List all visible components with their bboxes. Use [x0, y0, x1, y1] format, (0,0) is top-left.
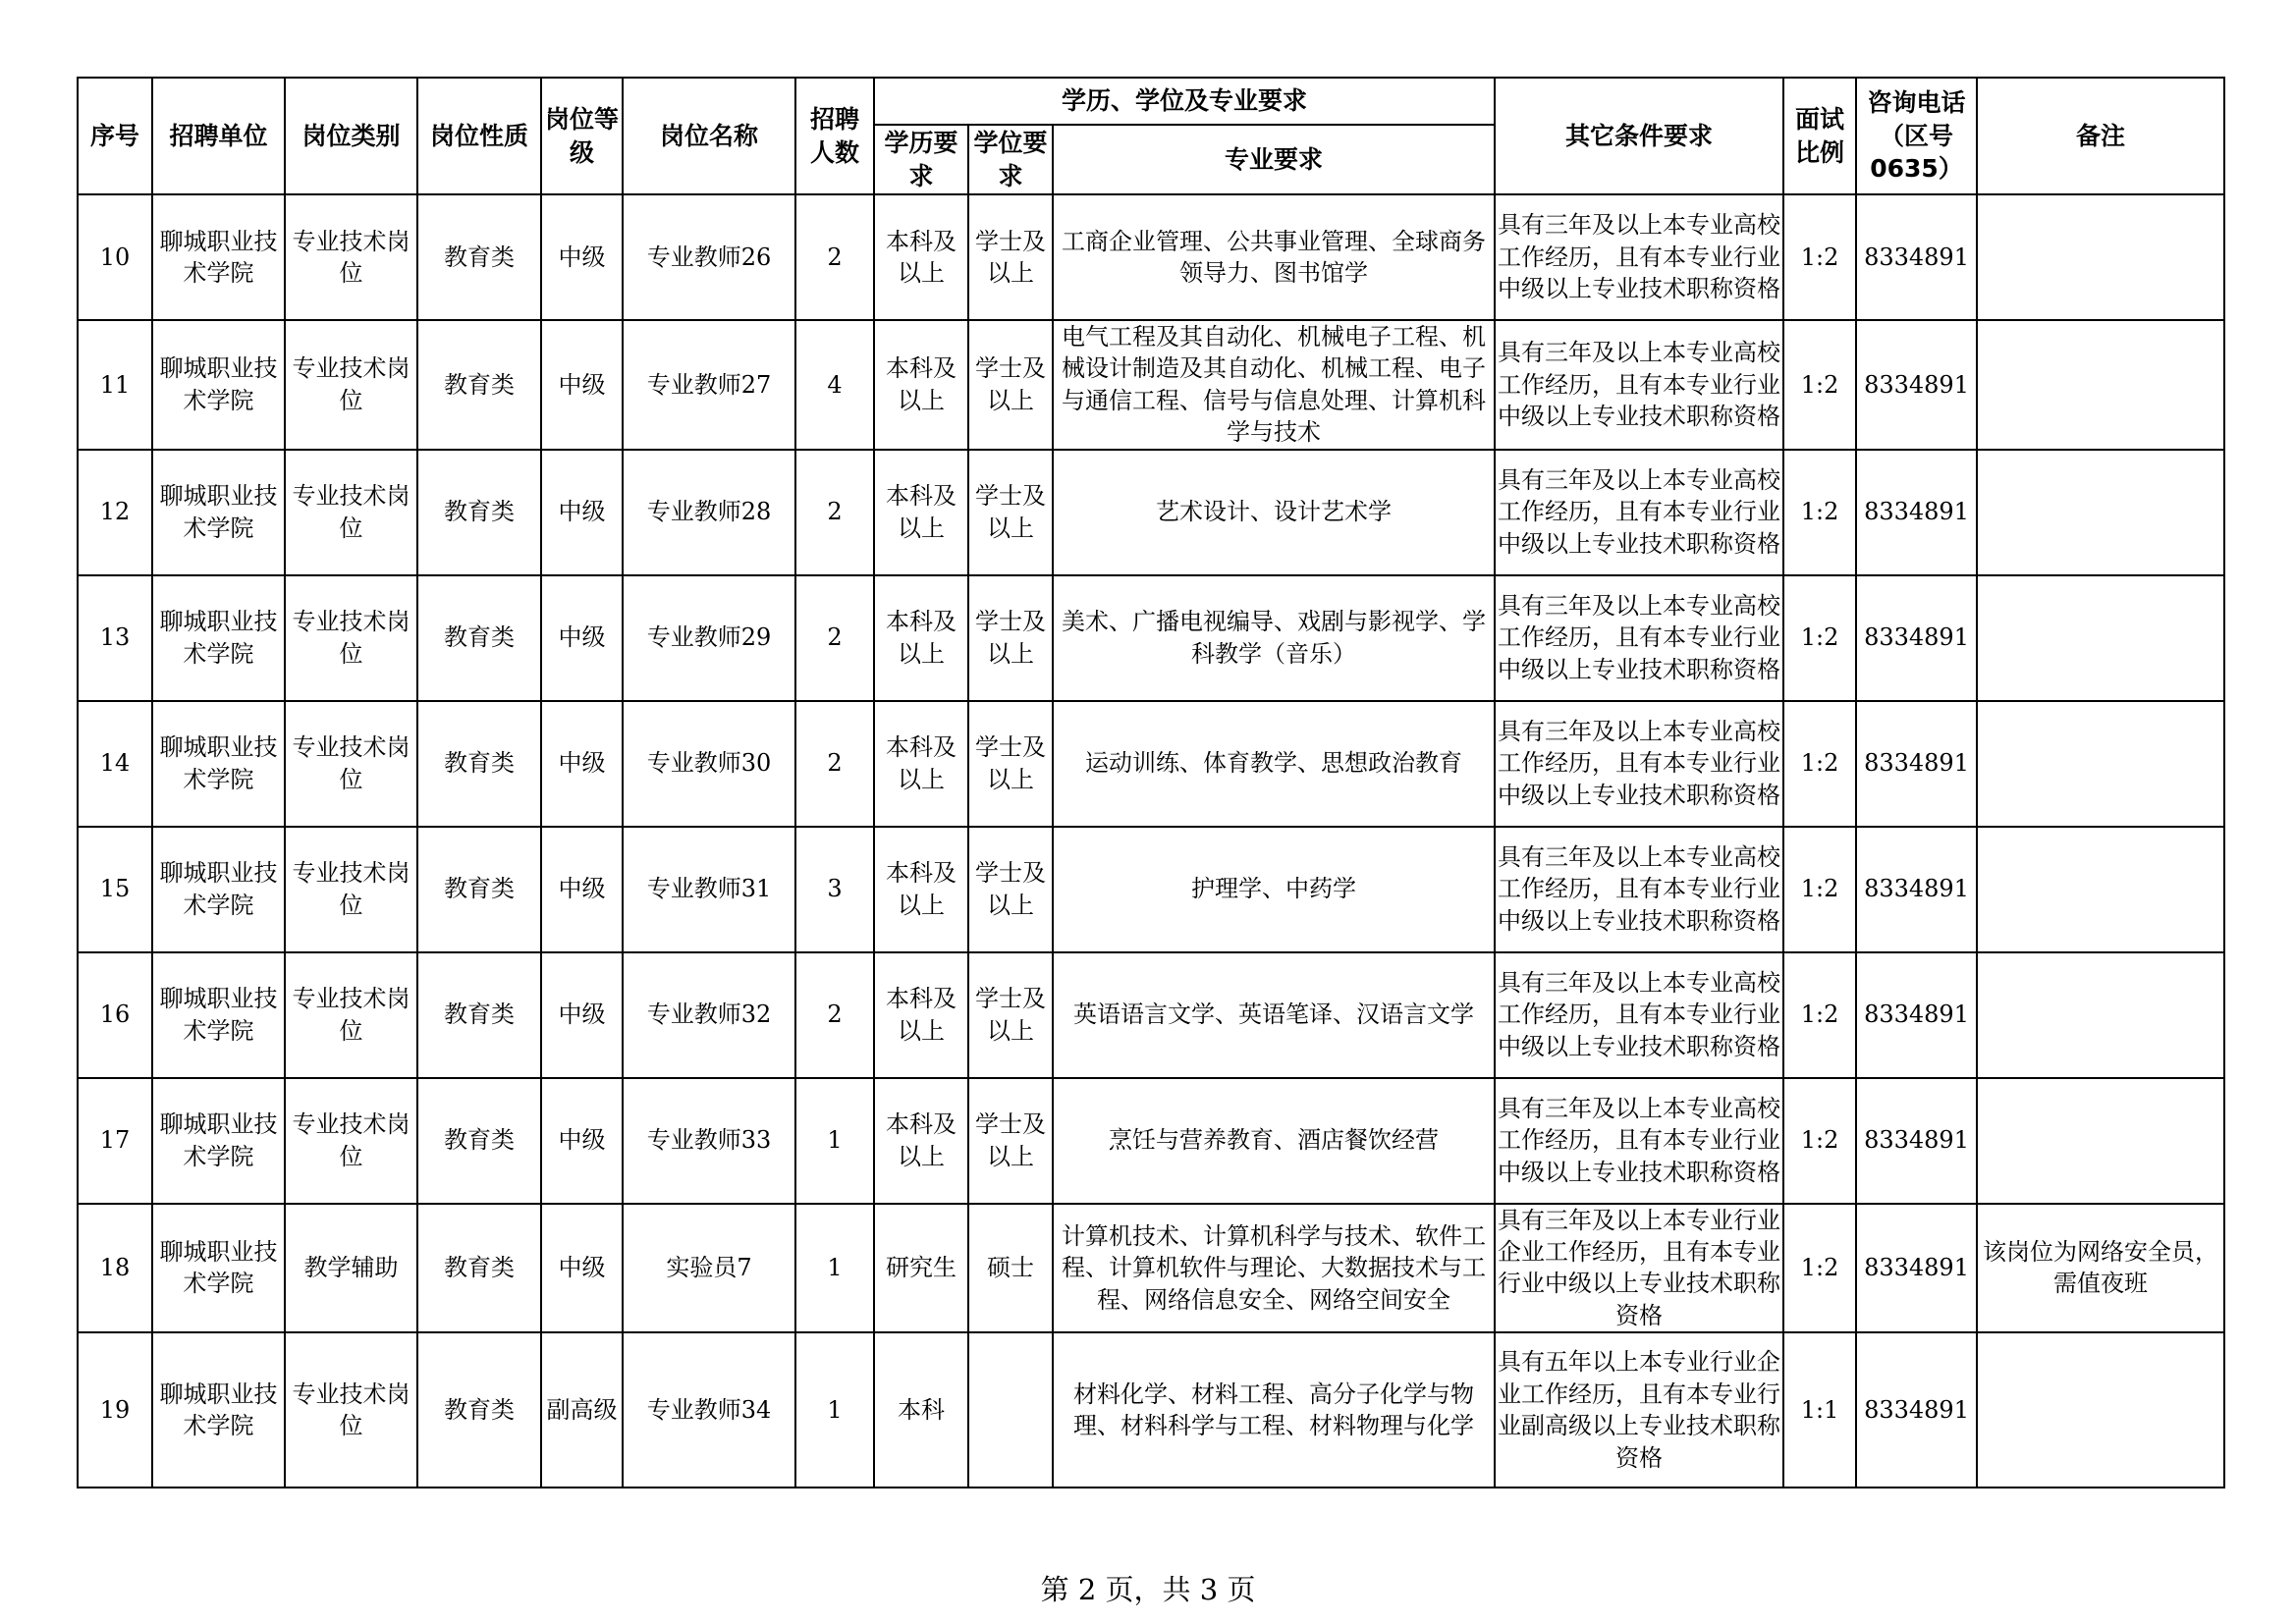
cell-nature: 教育类 — [417, 1332, 541, 1488]
cell-seq: 19 — [78, 1332, 152, 1488]
cell-major: 艺术设计、设计艺术学 — [1053, 450, 1495, 575]
cell-major: 美术、广播电视编导、戏剧与影视学、学科教学（音乐） — [1053, 575, 1495, 701]
cell-other: 具有三年及以上本专业高校工作经历，且有本专业行业中级以上专业技术职称资格 — [1495, 320, 1783, 450]
cell-ratio: 1:2 — [1783, 575, 1856, 701]
cell-note — [1977, 701, 2224, 827]
cell-degree: 学士及以上 — [968, 827, 1053, 952]
header-ratio: 面试比例 — [1783, 78, 1856, 194]
cell-major: 计算机技术、计算机科学与技术、软件工程、计算机软件与理论、大数据技术与工程、网络信息安全、网络空间安全 — [1053, 1204, 1495, 1333]
cell-nature: 教育类 — [417, 194, 541, 320]
cell-edu: 本科及以上 — [874, 701, 968, 827]
cell-name: 专业教师33 — [623, 1078, 795, 1204]
recruitment-table — [77, 77, 2225, 1488]
cell-seq: 18 — [78, 1204, 152, 1333]
cell-level: 中级 — [541, 952, 623, 1078]
cell-phone: 8334891 — [1856, 320, 1977, 450]
cell-edu: 本科及以上 — [874, 827, 968, 952]
cell-level: 副高级 — [541, 1332, 623, 1488]
cell-phone: 8334891 — [1856, 194, 1977, 320]
cell-category: 教学辅助 — [285, 1204, 417, 1333]
cell-edu: 本科及以上 — [874, 450, 968, 575]
cell-note — [1977, 1332, 2224, 1488]
cell-degree: 学士及以上 — [968, 194, 1053, 320]
table-row — [78, 827, 2224, 952]
cell-count: 1 — [795, 1332, 874, 1488]
cell-edu: 本科及以上 — [874, 194, 968, 320]
cell-edu: 本科 — [874, 1332, 968, 1488]
cell-ratio: 1:2 — [1783, 1204, 1856, 1333]
cell-major: 护理学、中药学 — [1053, 827, 1495, 952]
table-row — [78, 952, 2224, 1078]
cell-seq: 11 — [78, 320, 152, 450]
cell-phone: 8334891 — [1856, 701, 1977, 827]
cell-nature: 教育类 — [417, 952, 541, 1078]
cell-edu: 本科及以上 — [874, 952, 968, 1078]
cell-unit: 聊城职业技术学院 — [152, 1332, 285, 1488]
cell-count: 4 — [795, 320, 874, 450]
cell-ratio: 1:2 — [1783, 320, 1856, 450]
cell-edu: 本科及以上 — [874, 575, 968, 701]
cell-unit: 聊城职业技术学院 — [152, 575, 285, 701]
cell-level: 中级 — [541, 194, 623, 320]
cell-other: 具有五年以上本专业行业企业工作经历，且有本专业行业副高级以上专业技术职称资格 — [1495, 1332, 1783, 1488]
header-note: 备注 — [1977, 78, 2224, 194]
cell-level: 中级 — [541, 701, 623, 827]
cell-category: 专业技术岗位 — [285, 952, 417, 1078]
header-category: 岗位类别 — [285, 78, 417, 194]
header-major: 专业要求 — [1053, 125, 1495, 194]
cell-note — [1977, 194, 2224, 320]
cell-unit: 聊城职业技术学院 — [152, 827, 285, 952]
cell-ratio: 1:2 — [1783, 450, 1856, 575]
header-name: 岗位名称 — [623, 78, 795, 194]
cell-category: 专业技术岗位 — [285, 194, 417, 320]
table-row — [78, 1332, 2224, 1488]
table-row — [78, 320, 2224, 450]
cell-name: 专业教师26 — [623, 194, 795, 320]
cell-phone: 8334891 — [1856, 1204, 1977, 1333]
cell-name: 专业教师32 — [623, 952, 795, 1078]
cell-major: 烹饪与营养教育、酒店餐饮经营 — [1053, 1078, 1495, 1204]
cell-phone: 8334891 — [1856, 575, 1977, 701]
cell-level: 中级 — [541, 450, 623, 575]
header-nature: 岗位性质 — [417, 78, 541, 194]
cell-ratio: 1:2 — [1783, 952, 1856, 1078]
cell-seq: 13 — [78, 575, 152, 701]
cell-ratio: 1:1 — [1783, 1332, 1856, 1488]
cell-seq: 17 — [78, 1078, 152, 1204]
cell-count: 2 — [795, 450, 874, 575]
cell-nature: 教育类 — [417, 827, 541, 952]
cell-degree: 学士及以上 — [968, 701, 1053, 827]
cell-name: 专业教师31 — [623, 827, 795, 952]
cell-count: 3 — [795, 827, 874, 952]
cell-ratio: 1:2 — [1783, 1078, 1856, 1204]
cell-degree: 学士及以上 — [968, 575, 1053, 701]
header-other: 其它条件要求 — [1495, 78, 1783, 194]
cell-note: 该岗位为网络安全员，需值夜班 — [1977, 1204, 2224, 1333]
cell-phone: 8334891 — [1856, 1078, 1977, 1204]
cell-seq: 12 — [78, 450, 152, 575]
cell-major: 运动训练、体育教学、思想政治教育 — [1053, 701, 1495, 827]
cell-name: 专业教师30 — [623, 701, 795, 827]
cell-other: 具有三年及以上本专业高校工作经历，且有本专业行业中级以上专业技术职称资格 — [1495, 701, 1783, 827]
cell-degree — [968, 1332, 1053, 1488]
cell-count: 2 — [795, 952, 874, 1078]
cell-other: 具有三年及以上本专业高校工作经历，且有本专业行业中级以上专业技术职称资格 — [1495, 1078, 1783, 1204]
cell-seq: 10 — [78, 194, 152, 320]
cell-name: 专业教师27 — [623, 320, 795, 450]
cell-note — [1977, 575, 2224, 701]
cell-other: 具有三年及以上本专业行业企业工作经历，且有本专业行业中级以上专业技术职称资格 — [1495, 1204, 1783, 1333]
cell-nature: 教育类 — [417, 1078, 541, 1204]
table-row — [78, 450, 2224, 575]
page-footer: 第 2 页，共 3 页 — [1040, 1573, 1256, 1606]
cell-name: 专业教师34 — [623, 1332, 795, 1488]
header-edu: 学历要求 — [874, 125, 968, 194]
cell-other: 具有三年及以上本专业高校工作经历，且有本专业行业中级以上专业技术职称资格 — [1495, 194, 1783, 320]
cell-count: 1 — [795, 1204, 874, 1333]
table-row — [78, 1204, 2224, 1333]
header-unit: 招聘单位 — [152, 78, 285, 194]
cell-other: 具有三年及以上本专业高校工作经历，且有本专业行业中级以上专业技术职称资格 — [1495, 575, 1783, 701]
cell-category: 专业技术岗位 — [285, 1078, 417, 1204]
header-count: 招聘人数 — [795, 78, 874, 194]
header-level: 岗位等级 — [541, 78, 623, 194]
table-row — [78, 194, 2224, 320]
cell-count: 1 — [795, 1078, 874, 1204]
cell-degree: 学士及以上 — [968, 1078, 1053, 1204]
cell-unit: 聊城职业技术学院 — [152, 1204, 285, 1333]
cell-ratio: 1:2 — [1783, 827, 1856, 952]
cell-category: 专业技术岗位 — [285, 827, 417, 952]
cell-other: 具有三年及以上本专业高校工作经历，且有本专业行业中级以上专业技术职称资格 — [1495, 827, 1783, 952]
cell-note — [1977, 952, 2224, 1078]
table-row — [78, 575, 2224, 701]
cell-seq: 14 — [78, 701, 152, 827]
cell-unit: 聊城职业技术学院 — [152, 450, 285, 575]
cell-category: 专业技术岗位 — [285, 701, 417, 827]
cell-level: 中级 — [541, 827, 623, 952]
cell-edu: 本科及以上 — [874, 320, 968, 450]
table-row — [78, 1078, 2224, 1204]
cell-major: 材料化学、材料工程、高分子化学与物理、材料科学与工程、材料物理与化学 — [1053, 1332, 1495, 1488]
cell-note — [1977, 450, 2224, 575]
cell-category: 专业技术岗位 — [285, 575, 417, 701]
header-seq: 序号 — [78, 78, 152, 194]
cell-unit: 聊城职业技术学院 — [152, 194, 285, 320]
cell-phone: 8334891 — [1856, 1332, 1977, 1488]
cell-ratio: 1:2 — [1783, 194, 1856, 320]
cell-phone: 8334891 — [1856, 450, 1977, 575]
cell-edu: 研究生 — [874, 1204, 968, 1333]
cell-level: 中级 — [541, 320, 623, 450]
cell-level: 中级 — [541, 1078, 623, 1204]
cell-ratio: 1:2 — [1783, 701, 1856, 827]
cell-seq: 15 — [78, 827, 152, 952]
cell-unit: 聊城职业技术学院 — [152, 952, 285, 1078]
cell-unit: 聊城职业技术学院 — [152, 1078, 285, 1204]
cell-count: 2 — [795, 194, 874, 320]
cell-nature: 教育类 — [417, 701, 541, 827]
cell-name: 专业教师28 — [623, 450, 795, 575]
cell-unit: 聊城职业技术学院 — [152, 701, 285, 827]
cell-level: 中级 — [541, 575, 623, 701]
header-edu-group: 学历、学位及专业要求 — [874, 78, 1495, 125]
cell-phone: 8334891 — [1856, 952, 1977, 1078]
cell-unit: 聊城职业技术学院 — [152, 320, 285, 450]
cell-count: 2 — [795, 575, 874, 701]
table-row — [78, 701, 2224, 827]
cell-category: 专业技术岗位 — [285, 1332, 417, 1488]
cell-major: 电气工程及其自动化、机械电子工程、机械设计制造及其自动化、机械工程、电子与通信工程、信号与信息处理、计算机科学与技术 — [1053, 320, 1495, 450]
header-phone: 咨询电话（区号0635） — [1856, 78, 1977, 194]
cell-degree: 学士及以上 — [968, 320, 1053, 450]
cell-note — [1977, 320, 2224, 450]
cell-seq: 16 — [78, 952, 152, 1078]
cell-phone: 8334891 — [1856, 827, 1977, 952]
cell-note — [1977, 827, 2224, 952]
cell-level: 中级 — [541, 1204, 623, 1333]
cell-degree: 学士及以上 — [968, 952, 1053, 1078]
header-degree: 学位要求 — [968, 125, 1053, 194]
cell-other: 具有三年及以上本专业高校工作经历，且有本专业行业中级以上专业技术职称资格 — [1495, 450, 1783, 575]
cell-degree: 硕士 — [968, 1204, 1053, 1333]
cell-edu: 本科及以上 — [874, 1078, 968, 1204]
cell-note — [1977, 1078, 2224, 1204]
cell-major: 工商企业管理、公共事业管理、全球商务领导力、图书馆学 — [1053, 194, 1495, 320]
cell-name: 专业教师29 — [623, 575, 795, 701]
cell-nature: 教育类 — [417, 575, 541, 701]
cell-nature: 教育类 — [417, 320, 541, 450]
cell-name: 实验员7 — [623, 1204, 795, 1333]
cell-count: 2 — [795, 701, 874, 827]
cell-category: 专业技术岗位 — [285, 320, 417, 450]
cell-degree: 学士及以上 — [968, 450, 1053, 575]
cell-nature: 教育类 — [417, 450, 541, 575]
cell-other: 具有三年及以上本专业高校工作经历，且有本专业行业中级以上专业技术职称资格 — [1495, 952, 1783, 1078]
cell-category: 专业技术岗位 — [285, 450, 417, 575]
cell-nature: 教育类 — [417, 1204, 541, 1333]
cell-major: 英语语言文学、英语笔译、汉语言文学 — [1053, 952, 1495, 1078]
